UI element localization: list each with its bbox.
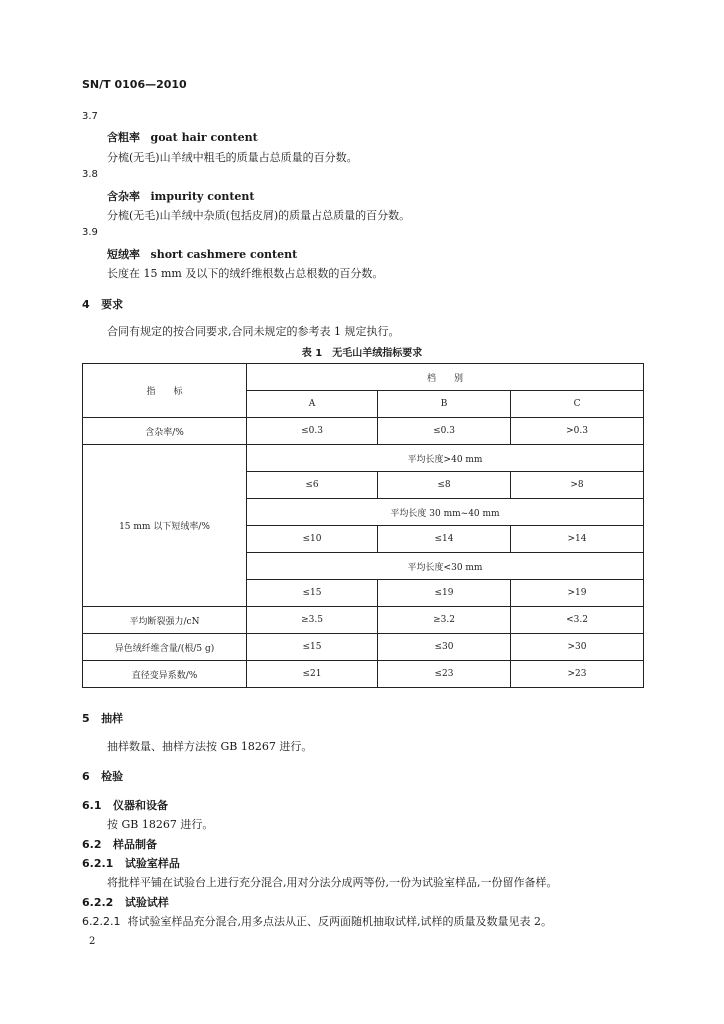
cell-value: ≤14	[378, 526, 511, 553]
term-definition: 分梳(无毛)山羊绒中粗毛的质量占总质量的百分数。	[107, 151, 358, 164]
section-heading	[82, 768, 123, 784]
term-cn: 含粗率	[107, 131, 140, 144]
section-title: 样品制备	[113, 838, 157, 851]
cell-value: ≤10	[247, 526, 378, 553]
clause-number: 3.9	[82, 227, 98, 238]
section-title: 检验	[101, 770, 124, 783]
table-row	[83, 418, 644, 445]
cell-value: ≤0.3	[378, 418, 511, 445]
section-title: 试验室样品	[124, 857, 180, 870]
subsection-heading	[82, 855, 180, 871]
table-caption: 表 1 无毛山羊绒指标要求	[301, 348, 423, 359]
cell-value: >14	[511, 526, 644, 553]
cell-value: ≤15	[247, 580, 378, 607]
cell-value: ≤0.3	[247, 418, 378, 445]
cell-value: ≤23	[378, 661, 511, 688]
term-definition: 长度在 15 mm 及以下的绒纤维根数占总根数的百分数。	[107, 267, 384, 280]
row-label: 异色绒纤维含量/(根/5 g)	[83, 634, 247, 661]
subsection-heading	[82, 836, 157, 852]
cell-value: <3.2	[511, 607, 644, 634]
condition-label: 平均长度>40 mm	[247, 445, 644, 472]
term-entry	[107, 129, 258, 145]
row-label: 含杂率/%	[83, 418, 247, 445]
section-title: 抽样	[101, 712, 124, 725]
paragraph: 按 GB 18267 进行。	[107, 818, 214, 831]
term-en: impurity content	[150, 190, 255, 203]
term-en: short cashmere content	[150, 248, 298, 261]
grade-b: B	[378, 391, 511, 418]
clause-number: 3.7	[82, 111, 98, 122]
table-row	[83, 607, 644, 634]
paragraph: 将批样平铺在试验台上进行充分混合,用对分法分成两等份,一份为试验室样品,一份留作备样。	[107, 876, 558, 889]
section-title: 试验试样	[124, 896, 169, 909]
doc-number: SN/T 0106—2010	[82, 78, 187, 91]
row-label: 15 mm 以下短绒率/%	[83, 445, 247, 607]
page-number: 2	[89, 936, 96, 947]
section-heading	[82, 710, 123, 726]
clause-number: 3.8	[82, 169, 98, 180]
grade-a: A	[247, 391, 378, 418]
cell-value: ≤8	[378, 472, 511, 499]
table-header-row	[83, 364, 644, 391]
cell-value: >23	[511, 661, 644, 688]
paragraph	[82, 913, 552, 929]
table-row	[83, 445, 644, 472]
cell-value: ≥3.2	[378, 607, 511, 634]
section-number: 6.2	[82, 838, 102, 851]
condition-label: 平均长度 30 mm~40 mm	[247, 499, 644, 526]
term-cn: 短绒率	[107, 248, 140, 261]
term-definition: 分梳(无毛)山羊绒中杂质(包括皮屑)的质量占总质量的百分数。	[107, 209, 411, 222]
condition-label: 平均长度<30 mm	[247, 553, 644, 580]
section-title: 仪器和设备	[113, 799, 168, 812]
section-title: 要求	[101, 298, 124, 311]
cell-value: >30	[511, 634, 644, 661]
table-row	[83, 634, 644, 661]
cell-value: >19	[511, 580, 644, 607]
term-entry	[107, 246, 297, 262]
paragraph-text: 将试验室样品充分混合,用多点法从正、反两面随机抽取试样,试样的质量及数量见表 2。	[127, 915, 552, 928]
section-number: 6.2.2.1	[82, 915, 121, 928]
section-number: 6	[82, 770, 90, 783]
grade-header: 档 别	[247, 364, 644, 391]
section-number: 6.1	[82, 799, 102, 812]
subsection-heading	[82, 894, 169, 910]
cell-value: ≤21	[247, 661, 378, 688]
table-row	[83, 661, 644, 688]
section-number: 5	[82, 712, 90, 725]
indicator-header: 指 标	[83, 364, 247, 418]
grade-c: C	[511, 391, 644, 418]
subsection-heading	[82, 797, 168, 813]
cell-value: ≤19	[378, 580, 511, 607]
cell-value: ≥3.5	[247, 607, 378, 634]
requirements-table	[82, 363, 644, 688]
cell-value: ≤30	[378, 634, 511, 661]
row-label: 平均断裂强力/cN	[83, 607, 247, 634]
cell-value: >0.3	[511, 418, 644, 445]
section-heading	[82, 296, 123, 312]
term-en: goat hair content	[150, 131, 258, 144]
section-number: 4	[82, 298, 90, 311]
term-entry	[107, 188, 254, 204]
cell-value: >8	[511, 472, 644, 499]
section-number: 6.2.1	[82, 857, 114, 870]
cell-value: ≤15	[247, 634, 378, 661]
row-label: 直径变异系数/%	[83, 661, 247, 688]
term-cn: 含杂率	[107, 190, 140, 203]
cell-value: ≤6	[247, 472, 378, 499]
paragraph: 合同有规定的按合同要求,合同未规定的参考表 1 规定执行。	[107, 325, 400, 338]
section-number: 6.2.2	[82, 896, 114, 909]
paragraph: 抽样数量、抽样方法按 GB 18267 进行。	[107, 740, 313, 753]
